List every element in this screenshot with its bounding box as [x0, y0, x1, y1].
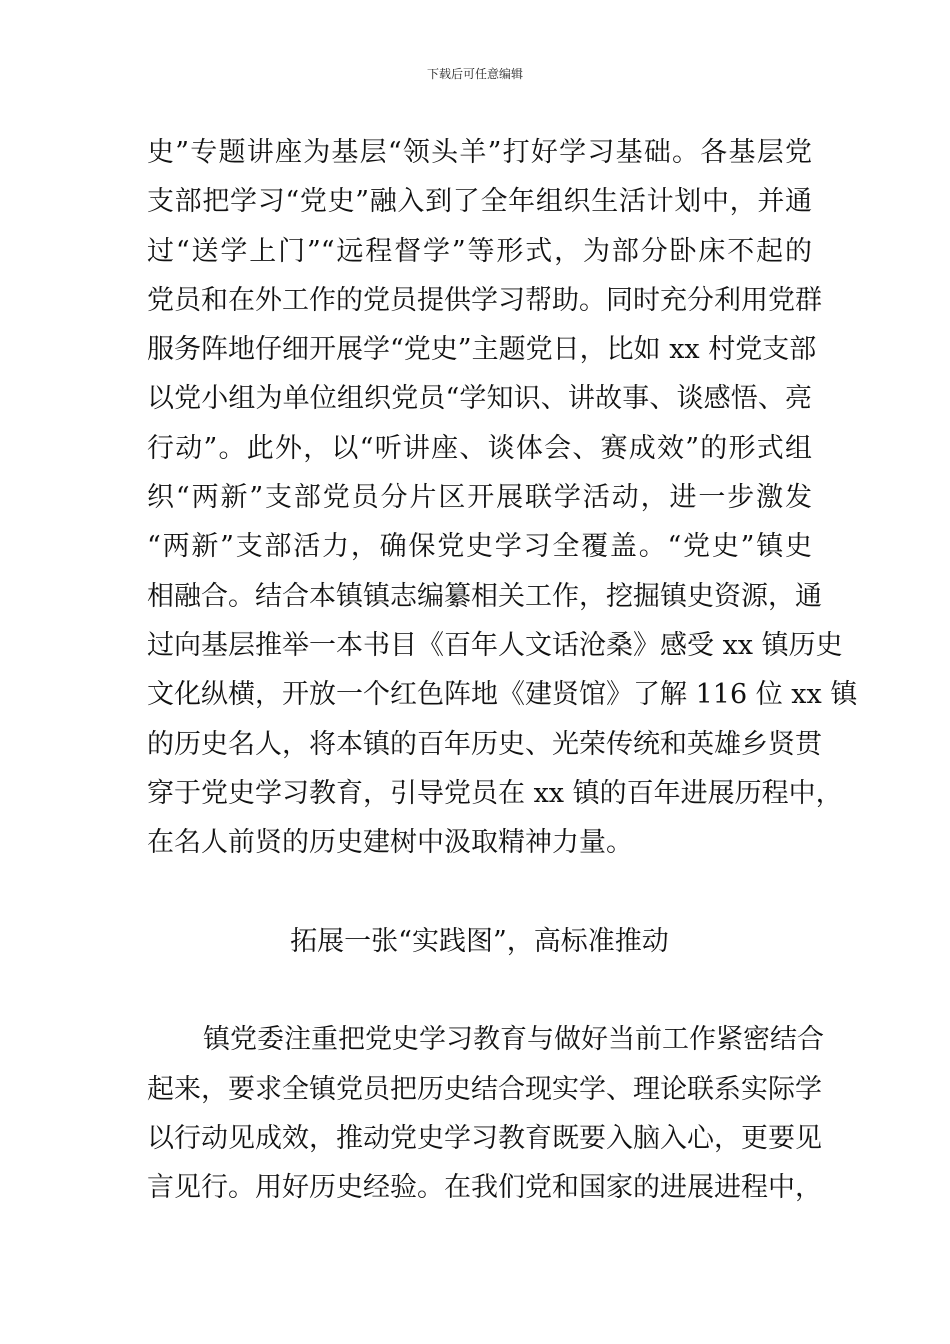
paragraph-2 — [147, 1015, 824, 1212]
text-line: 史”专题讲座为基层“领头羊”打好学习基础。各基层党 — [147, 137, 812, 168]
text-line: 党员和在外工作的党员提供学习帮助。同时充分利用党群 — [147, 284, 822, 316]
text-line: 的历史名人，将本镇的百年历史、光荣传统和英雄乡贤贯 — [147, 728, 822, 760]
text-line: 过“送学上门”“远程督学”等形式，为部分卧床不起的 — [147, 235, 812, 267]
text-line: 在名人前贤的历史建树中汲取精神力量。 — [147, 827, 633, 859]
text-line: 行动”。此外，以“听讲座、谈体会、赛成效”的形式组 — [147, 432, 812, 464]
text-line: 支部把学习“党史”融入到了全年组织生活计划中，并通 — [147, 186, 812, 218]
text-line: “两新”支部活力，确保党史学习全覆盖。“党史”镇史 — [147, 531, 812, 563]
text-line: 言见行。用好历史经验。在我们党和国家的进展进程中， — [147, 1172, 822, 1204]
text-line: 以行动见成效，推动党史学习教育既要入脑入心，更要见 — [147, 1122, 822, 1154]
text-line: 文化纵横，开放一个红色阵地《建贤馆》了解 116 位 xx 镇 — [147, 679, 858, 711]
text-line: 起来，要求全镇党员把历史结合现实学、理论联系实际学 — [147, 1073, 822, 1105]
section-heading: 拓展一张“实践图”，高标准推动 — [290, 925, 669, 957]
text-line: 织“两新”支部党员分片区开展联学活动，进一步激发 — [147, 482, 812, 514]
text-line: 相融合。结合本镇镇志编纂相关工作，挖掘镇史资源，通 — [147, 580, 822, 612]
paragraph-1 — [147, 128, 858, 867]
text-line: 镇党委注重把党史学习教育与做好当前工作紧密结合 — [203, 1024, 824, 1056]
spacer — [147, 966, 812, 1015]
page-header: 下载后可任意编辑 — [426, 67, 523, 81]
document-body — [147, 128, 858, 1213]
spacer — [147, 867, 812, 916]
text-line: 服务阵地仔细开展学“党史”主题党日，比如 xx 村党支部 — [147, 334, 817, 366]
text-line: 过向基层推举一本书目《百年人文话沧桑》感受 xx 镇历史 — [147, 629, 843, 661]
text-line: 穿于党史学习教育，引导党员在 xx 镇的百年进展历程中， — [147, 777, 843, 809]
text-line: 以党小组为单位组织党员“学知识、讲故事、谈感悟、亮 — [147, 383, 812, 415]
